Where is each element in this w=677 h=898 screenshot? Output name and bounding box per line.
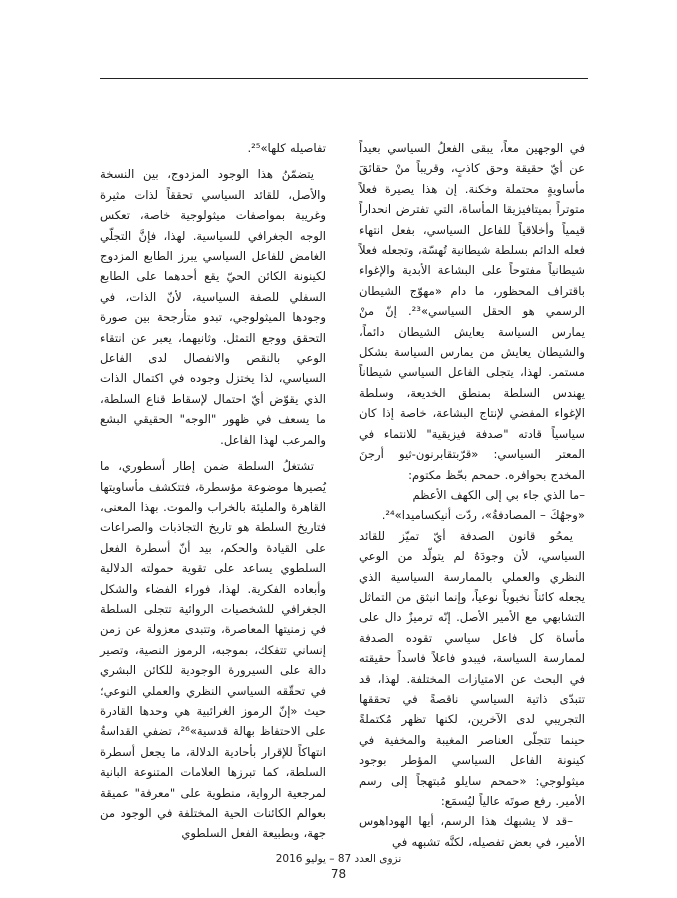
paragraph: في الوجهين معاً، يبقى الفعلُ السياسي بعيداً عن أيّ حقيقة وحق كاذبٍ، وقريباً منْ حقائقَ مأساويةٍ محتملة وخكنة. إن هذا يصيرة فعلاً متوتراً بميتافيزيقا المأساة، التي تفترض انحداراً قيمياً وأخلاقياً للفاعل السياسي، بفعل انتهاء فعله الدائم بسلطة شيطانية تُهسّة، وتجعله فعلاً شيطانياً مفتوحاً على البشاعة الأبدية والإغواء باقتراف المحظور، ما دام «مهوّج الشيطان الرسمي هو الحقل السياسي»²³. إنّ منْ يمارس السياسة يعايش الشيطان دائماً، والشيطان يعايش من يمارس السياسة بشكل مستمر. لهذا، يتجلى الفاعل السياسي شيطاناً يهندس السلطة بمنطق الخديعة، وسلطة الإغواء المفضي لإنتاج البشاعة، خاصة إذا كان سياسياً قادته "صدفة فيزيقية" للانتماء في المعتر السياسي: «قرّبتقابرنون-ثيو أرجنَ المخدج بحوافره. حمحم بحّظ مكتوم:: [359, 141, 586, 482]
issue-label: نزوى العدد 87 – يوليو 2016: [275, 853, 402, 865]
paragraph: تشتغلُ السلطة ضمن إطار أسطوري، ما يُصيرها موضوعة مؤسطرة، فتتكشف مأساويتها القاهرة والمليئة بالخراب والموت. بهذا المعنى، فتاريخ السلطة هو تاريخ التجاذبات والصراعات على القيادة والحكم، بيد أنّ أسطرة الفعل السلطوي يساعد على تقوية حمولته الدلالية وأبعاده الفكرية. لهذا، فوراء الفضاء والشكل الجغرافي للشخصيات الروائية تتجلى السلطة في زمنيتها المعاصرة، وتتبدى معزولة عن زمن إنساني تتفكك، بموجبه، الرموز النصية، وتصير دالة على السيرورة الوجودية للكائن البشري في تحقّقه السياسي النظري والعملي النوعي؛ حيث «إنّ الرموز الغرائبية هي وحدها القادرة على الاحتفاظ بهالة قدسية»²⁶، تضفي القداسةُ انتهاكاً للإقرار بأحادية الدلالة، ما يجعل أسطرة السلطة، كما تبرزها العلامات المتنوعة البانية لمرجعية الرواية، منطوية على "معرفة" عميقة بعوالم الكائنات الحية المختلفة في الوجود من جهة، وبطبيعة الفعل السلطوي: [100, 459, 326, 841]
poem-line: «وجهُكَ – المصادفةُ»، ردّت أنيكساميدا»²⁴.: [381, 508, 585, 523]
paragraph: تفاصيله كلها»²⁵.: [247, 141, 326, 155]
article-column-left: [100, 138, 326, 844]
article-column-right: [359, 138, 585, 852]
page-footer: [0, 853, 677, 881]
paragraph: –قد لا يشبهك هذا الرسم، أيها الهوداهوس الأمير، في بعض تفصيله، لكنَّه تشبهه في: [359, 814, 585, 849]
poem-line: –ما الذي جاء بي إلى الكهف الأعظم: [412, 487, 585, 502]
paragraph: يتضمّنُ هذا الوجود المزدوج، بين النسخة والأصل، للقائد السياسي تحققاً لذات مثيرة وغريبة بمواصفات ميثولوجية خاصة، تعكس الوجه الجغرافي للسياسية. لهذا، فإنَّ التجلّي الغامض للفاعل السياسي يبرز الطابع المزدوج لكينونة الكائن الحيّ يقع أحدهما على الطابع السفلي للصفة السياسية، لأنّ الذات، في وجودها الميثولوجي، تبدو متأرجحة بين صورة التحقق ووجع التمثل. وثانيهما، يعبر عن انتقاء الوعي بالنقص والانفصال لدى الفاعل السياسي، لذا يختزل وجوده في اكتمال الذات الذي يقوّض أيّ احتمال لإسقاط قناع السلطة، ما يسعف في ظهور "الوجه" الحقيقي البشع والمرعب لهذا الفاعل.: [100, 167, 326, 447]
page-number: 78: [330, 867, 347, 881]
header-rule: [100, 78, 588, 79]
paragraph: يمحُو قانون الصدفة أيّ تميّز للقائد السياسي، لأن وجودَهُ لم يتولّد من الوعي النظري والعملي بالممارسة السياسية الذي يجعله كائناً نخبوياً نوعياً، وإنما انبثق من التماثل التشابهي مع الأمير الأصل. إنّه ترميزٌ دال على مأساة كل فاعل سياسي تقوده الصدفة لممارسة السياسة، فيبدو فاعلاً فاسداً حقيقته في البحث عن الامتيازات المختلفة. لهذا، قد تتبدّى ذاتية السياسي ناقصةً في تحققها التجريبي لدى الآخرين، لكنها تظهر مُكتملةً حينما تتجلّى العناصر المغيبة والمخفية في كينونة الفاعل السياسي المؤطر بوجود ميثولوجي: «حمحم سايلو مُبتهجاً إلى رسم الأمير. رفع صوتَه عالياً ليُسمَع:: [359, 528, 585, 808]
